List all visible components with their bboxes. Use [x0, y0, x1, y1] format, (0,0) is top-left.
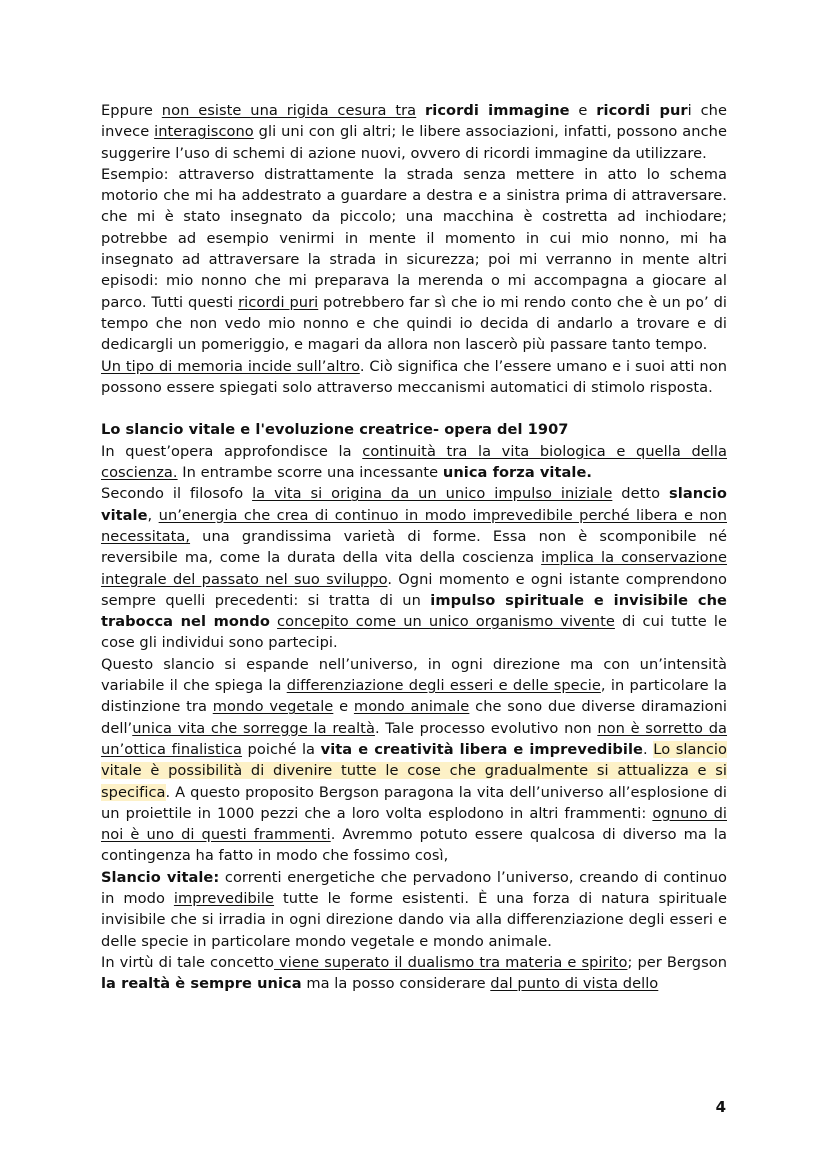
text-run: In quest’opera approfondisce la [101, 442, 363, 460]
paragraph-gap [101, 398, 727, 419]
text-run: e [333, 698, 354, 716]
paragraph-ricordi [101, 100, 727, 164]
page-body [101, 100, 727, 994]
paragraph-dualismo [101, 952, 727, 995]
text-run: , [147, 506, 159, 524]
underlined-text: un’energia che crea di continuo in modo imprevedibile perché libera e non necessitata, [101, 506, 727, 545]
text-run: che sono due diverse diramazioni dell’ [101, 698, 727, 737]
text-run: . [642, 740, 654, 758]
underlined-text: imprevedibile [173, 889, 275, 907]
paragraph-esempio [101, 164, 727, 356]
text-run: ; per Bergson [627, 953, 728, 971]
text-run: . Ogni momento e ogni istante comprendono sempre quelli precedenti: si tratta di un [101, 570, 727, 609]
text-run: Secondo il filosofo [101, 485, 253, 503]
bold-text: slancio vitale [101, 485, 727, 524]
text-run: . A questo proposito Bergson paragona la vita dell’universo all’esplosione di un proiettile in 1000 pezzi che a loro volta esplodono in altri frammenti: [101, 783, 727, 822]
text-run: i che invece [101, 102, 727, 141]
text-run: In entrambe scorre una incessante [177, 464, 443, 482]
text-run: gli uni con gli altri; le libere associazioni, infatti, possono anche suggerire l’uso di schemi di azione nuovi, ovvero di ricordi immagine da utilizzare. [101, 123, 727, 162]
paragraph-memoria [101, 356, 727, 399]
bold-text: unica forza vitale. [442, 464, 592, 482]
underlined-text: Un tipo di memoria incide sull’altro [101, 357, 360, 375]
bold-text: impulso spirituale e invisibile che trabocca nel mondo [101, 591, 727, 631]
text-run: Esempio: attraverso distrattamente la strada senza mettere in atto lo schema motorio che mi ha addestrato a guardare a destra e a sinistra prima di attraversare. che mi è stato insegnato da piccolo; una macchina è costretta ad inchiodare; potrebbe ad esempio venirmi in mente il momento in cui mio nonno, mi ha insegnato ad attraversare la strada in sicurezza; poi mi verranno in mente altri episodi: mio nonno che mi preparava la merenda o mi accompagna a giocare al parco. Tutti questi [101, 165, 727, 311]
page-number: 4 [715, 1098, 726, 1116]
underlined-text: ricordi puri [238, 293, 319, 311]
text-run: . Avremmo potuto essere qualcosa di diverso ma la contingenza ha fatto in modo che fossimo così, [101, 826, 727, 865]
underlined-text: dal punto di vista dello [490, 975, 659, 993]
paragraph-espansione [101, 654, 727, 867]
bold-text: la realtà è sempre unica [101, 975, 302, 993]
underlined-text: non è sorretto da un’ottica finalistica [101, 719, 728, 758]
text-run [270, 613, 277, 630]
underlined-text: interagiscono [154, 123, 254, 141]
text-run: poiché la [241, 740, 321, 758]
underlined-text: ognuno di noi è uno di questi frammenti [101, 804, 727, 844]
text-run: . Tale processo evolutivo non [374, 719, 598, 737]
text-run: di cui tutte le cose gli individui sono partecipi. [101, 613, 727, 652]
underlined-text: la vita si origina da un unico impulso iniziale [252, 485, 613, 503]
paragraph-opera [101, 441, 727, 484]
underlined-text: implica la conservazione integrale del passato nel suo sviluppo [101, 549, 727, 588]
text-run [416, 102, 425, 119]
paragraph-slancio [101, 483, 727, 653]
underlined-text: unica vita che sorregge la realtà [132, 719, 375, 737]
text-run: tutte le forme esistenti. È una forza di natura spirituale invisibile che si irradia in ogni direzione dando via alla differenziazione degli esseri e delle specie in particolare mondo vegetale e mondo animale. [101, 889, 727, 950]
underlined-text: mondo animale [353, 698, 470, 716]
text-run: ma la posso considerare [301, 975, 491, 993]
bold-text: vita e creatività libera e imprevedibile [320, 740, 643, 758]
text-run: e [569, 102, 597, 119]
section-title: Lo slancio vitale e l'evoluzione creatrice- opera del 1907 [101, 421, 569, 439]
text-run: Eppure [101, 102, 162, 119]
text-run: In virtù di tale concetto [101, 953, 274, 971]
underlined-text: continuità tra la vita biologica e quella della coscienza. [101, 442, 728, 482]
text-run: detto [612, 485, 670, 503]
underlined-text: differenziazione degli esseri e delle specie [286, 677, 601, 695]
text-run: correnti energetiche che pervadono l’universo, creando di continuo in modo [101, 868, 727, 907]
highlighted-text: Lo slancio vitale è possibilità di divenire tutte le cose che gradualmente si attualizza e si specifica [101, 740, 727, 801]
text-run: una grandissima varietà di forme. Essa non è scomponibile né reversibile ma, come la durata della vita della coscienza [101, 527, 727, 567]
underlined-text: mondo vegetale [212, 698, 334, 716]
underlined-text: viene superato il dualismo tra materia e spirito [274, 953, 628, 971]
text-run: , in particolare la distinzione tra [101, 677, 727, 716]
underlined-text: non esiste una rigida cesura tra [161, 102, 417, 119]
text-run: potrebbero far sì che io mi rendo conto che è un po’ di tempo che non vedo mio nonno e che quindi io decida di andarlo a trovare e di dedicargli un pomeriggio, e magari da allora non lascerò più passare tanto tempo. [101, 293, 727, 354]
underlined-text: concepito come un unico organismo vivente [277, 613, 615, 631]
bold-text: Slancio vitale: [101, 868, 220, 886]
text-run: . Ciò significa che l’essere umano e i suoi atti non possono essere spiegati solo attraverso meccanismi automatici di stimolo risposta. [101, 357, 727, 396]
text-run: Questo slancio si espande nell’universo, in ogni direzione ma con un’intensità variabile il che spiega la [101, 655, 727, 695]
bold-text: ricordi immagine [425, 102, 570, 119]
bold-text: ricordi pur [596, 102, 688, 119]
paragraph-definizione [101, 867, 727, 952]
